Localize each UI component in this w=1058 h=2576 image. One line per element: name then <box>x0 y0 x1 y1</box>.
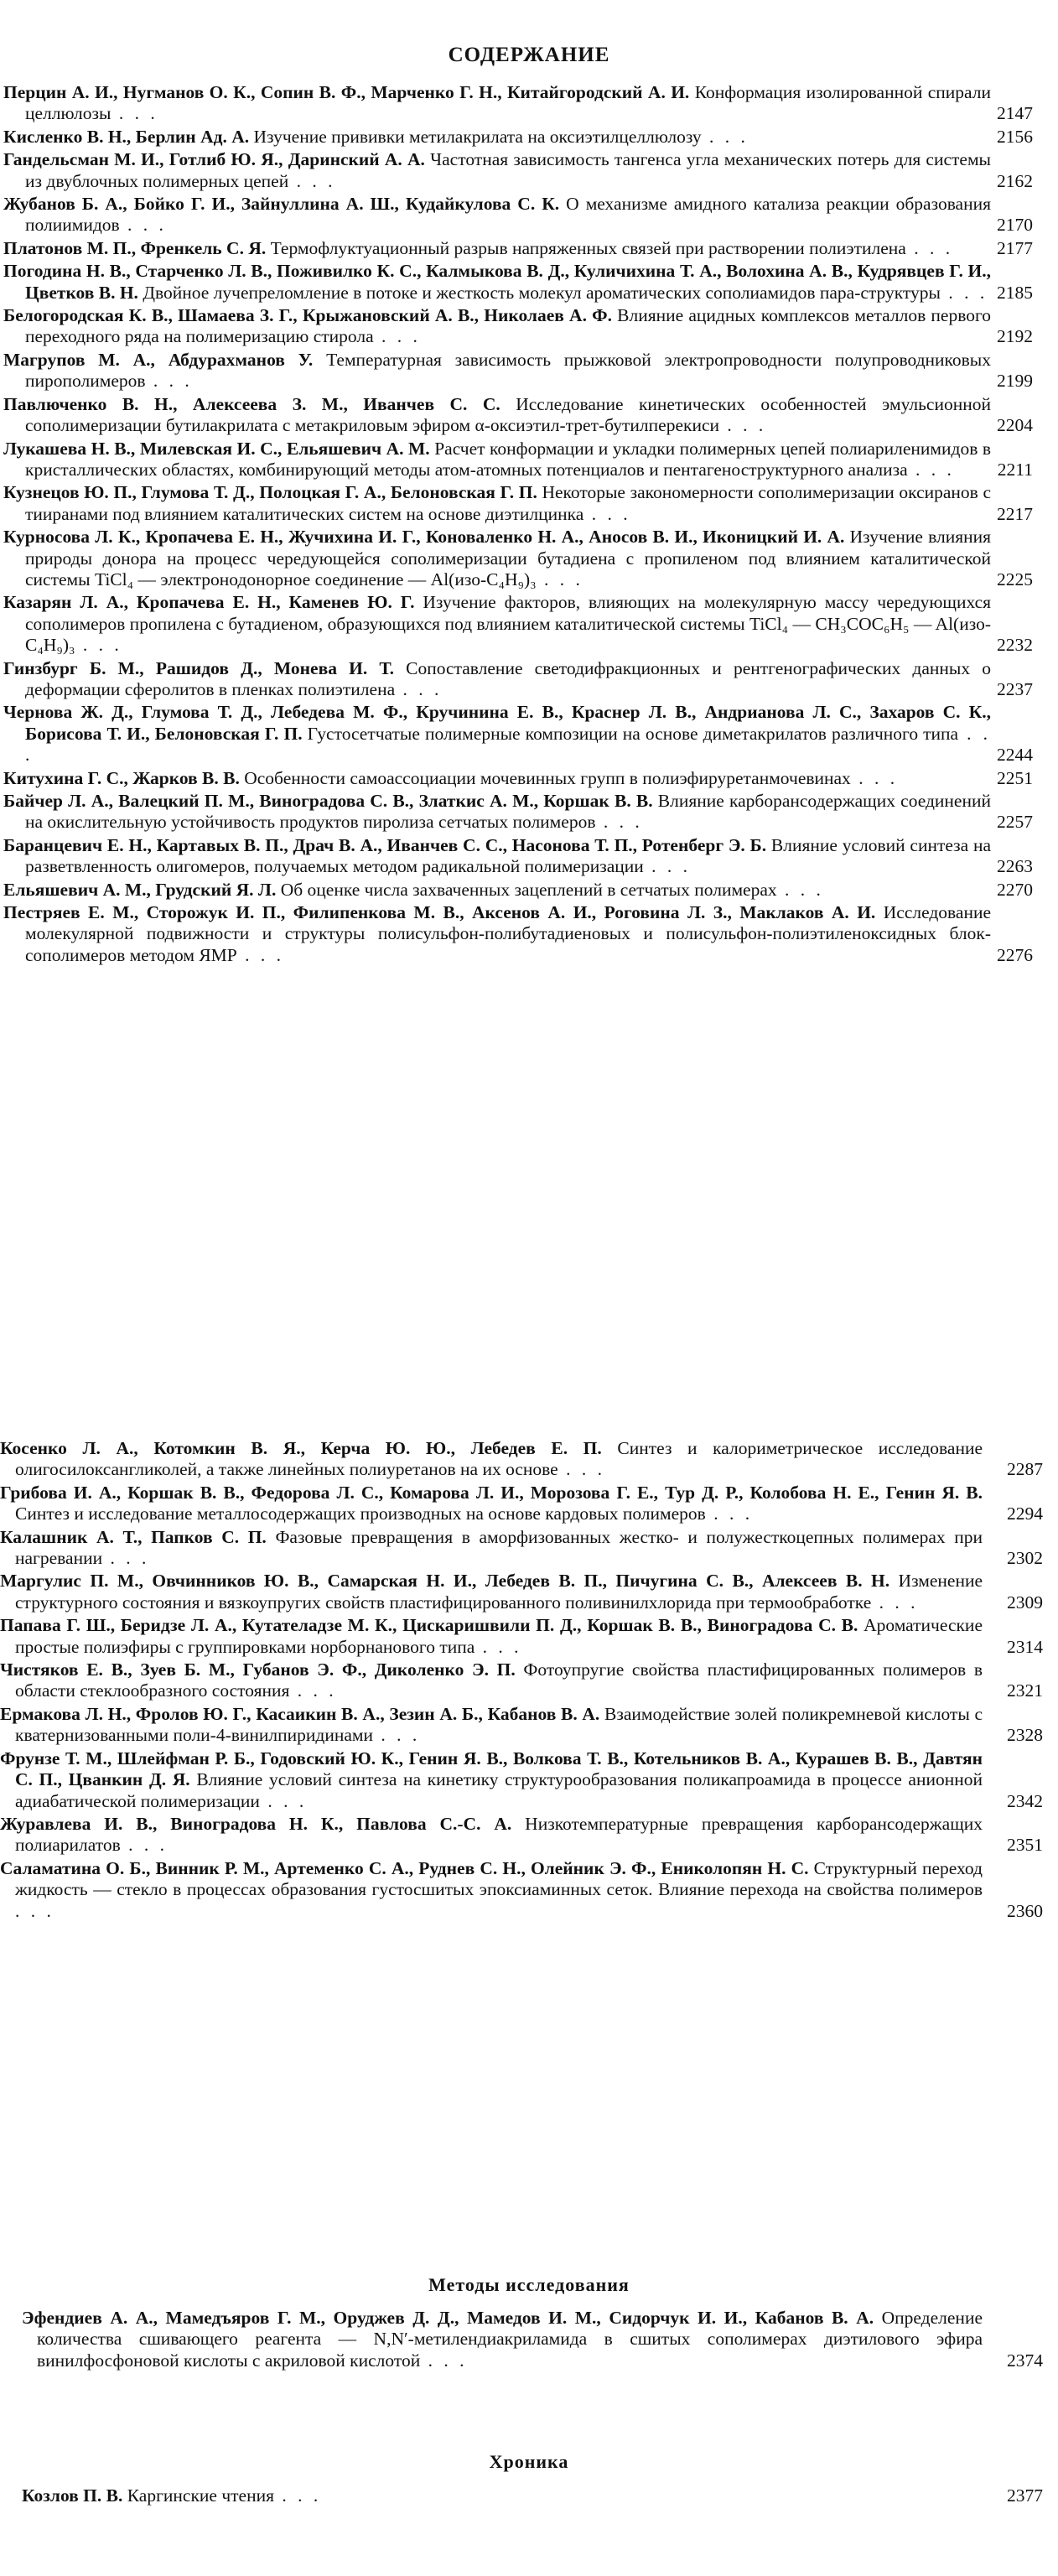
leader-dots: . . . <box>583 503 631 524</box>
toc-entry-text <box>3 194 992 236</box>
leader-dots: . . . <box>420 2350 468 2371</box>
toc-entry <box>0 1704 1058 1747</box>
toc-entry <box>0 1571 1058 1613</box>
leader-dots: . . . <box>907 459 955 480</box>
toc-entry-page: 2302 <box>1007 1548 1043 1569</box>
toc-entry-authors: Ельяшевич А. М., Грудский Я. Л. <box>3 879 277 900</box>
toc-entry-page: 2351 <box>1007 1835 1043 1856</box>
toc-entry-page: 2162 <box>997 170 1033 191</box>
toc-entry-authors: Перцин А. И., Нугманов О. К., Сопин В. Ф., Марченко Г. Н., Китайгородский А. И. <box>3 82 690 102</box>
toc-entry-text <box>22 2308 983 2371</box>
leader-dots: . . . <box>119 215 167 236</box>
toc-entry-text <box>3 879 991 901</box>
toc-entry-authors: Саламатина О. Б., Винник Р. М., Артеменко С. А., Руднев С. Н., Олейник Э. Ф., Ениколопян Н. С. <box>0 1857 809 1878</box>
toc-entry-authors: Чистяков Е. В., Зуев Б. М., Губанов Э. Ф., Диколенко Э. П. <box>0 1659 516 1680</box>
toc-entry-page: 2328 <box>1007 1725 1043 1746</box>
toc-entry-authors: Лукашева Н. В., Милевская И. С., Ельяшевич А. М. <box>3 438 430 459</box>
leader-dots: . . . <box>15 1900 54 1921</box>
leader-dots: . . . <box>259 1790 308 1811</box>
toc-entry-title: Каргинские чтения <box>127 2485 274 2506</box>
toc-entry-title: Исследование кинетических особенностей эмульсионной сополимеризации бутилакрилата с метакриловым эфиром α-оксиэтил-трет-бутилперекиси <box>25 393 991 436</box>
leader-dots: . . . <box>719 415 767 436</box>
toc-entry-title: Структурный переход жидкость — стекло в процессах образования густосшитых эпоксиаминных сеток. Влияние перехода на свойства полимеров <box>15 1857 983 1900</box>
toc-entry-page: 2294 <box>1007 1504 1043 1524</box>
toc-section-1 <box>0 82 1058 968</box>
leader-dots: . . . <box>643 856 692 877</box>
leader-dots: . . . <box>776 879 824 900</box>
toc-entry-text <box>0 1703 983 1747</box>
toc-entry-text <box>3 349 992 392</box>
toc-entry-page: 2270 <box>997 879 1033 900</box>
toc-entry-title: Некоторые закономерности сополимеризации оксиранов с тииранами под влиянием каталитических систем на основе диэтилцинка <box>25 482 991 524</box>
toc-entry-text <box>3 482 991 525</box>
toc-section-4 <box>0 2485 1058 2508</box>
toc-entry-authors: Баранцевич Е. Н., Картавых В. П., Драч В. А., Иванчев С. С., Насонова Т. П., Ротенберг Э. Б. <box>3 834 767 855</box>
toc-entry-title: Температурная зависимость прыжковой электропроводности полупроводниковых пирополимеров <box>25 349 992 392</box>
toc-section-3 <box>0 2308 1058 2373</box>
toc-entry-page: 2199 <box>997 371 1033 392</box>
toc-entry-text <box>0 1438 983 1481</box>
toc-entry-page: 2342 <box>1007 1790 1043 1811</box>
toc-entry-page: 2147 <box>997 103 1033 124</box>
toc-entry-page: 2225 <box>997 569 1033 589</box>
toc-entry-authors: Калашник А. Т., Папков С. П. <box>0 1526 267 1547</box>
toc-entry-text <box>3 305 992 348</box>
toc-entry-page: 2156 <box>997 126 1033 147</box>
toc-entry-page: 2257 <box>997 812 1033 833</box>
page-title: СОДЕРЖАНИЕ <box>448 44 610 66</box>
toc-entry-page: 2211 <box>997 459 1033 480</box>
toc-entry-page: 2276 <box>997 944 1033 965</box>
toc-entry-title: Определение количества сшивающего реагента — N,N′-метилендиакриламида в сшитых сополимерах диэтилового эфира винилфосфоновой кислоты с акриловой кислотой <box>37 2308 983 2371</box>
toc-entry-text <box>3 149 992 192</box>
toc-entry-title: Частотная зависимость тангенса угла механических потерь для системы из двублочных полимерных цепей <box>25 149 992 191</box>
toc-entry-text <box>3 657 992 701</box>
toc-entry-authors: Кузнецов Ю. П., Глумова Т. Д., Полоцкая Г. А., Белоновская Г. П. <box>3 482 537 503</box>
toc-entry-authors: Погодина Н. В., Старченко Л. В., Поживилко К. С., Калмыкова В. Д., Куличихина Т. А., Волохина А. В., Кудрявцев Г. И., Цветков В. Н. <box>3 261 991 303</box>
toc-entry-title: Конформация изолированной спирали целлюлозы <box>25 82 991 124</box>
leader-dots: . . . <box>25 723 991 766</box>
toc-entry-text <box>0 1482 983 1525</box>
toc-entry-page: 2251 <box>997 767 1033 788</box>
leader-dots: . . . <box>701 126 749 147</box>
toc-entry-text <box>3 237 991 259</box>
toc-entry <box>0 1438 1058 1481</box>
toc-entry <box>0 880 1058 901</box>
toc-entry-authors: Журавлева И. В., Виноградова Н. К., Павлова С.-С. А. <box>0 1813 512 1834</box>
section-heading-methods: Методы исследования <box>428 2274 630 2295</box>
toc-entry-authors: Косенко Л. А., Котомкин В. Я., Керча Ю. Ю., Лебедев Е. П. <box>0 1438 602 1458</box>
toc-entry-title: Изменение структурного состояния и вязкоупругих свойств пластифицированного поливинилхлорида при термообработке <box>15 1571 983 1613</box>
leader-dots: . . . <box>595 812 643 833</box>
toc-entry-title: Густосетчатые полимерные композиции на основе диметакрилатов различного типа <box>307 723 959 744</box>
leader-dots: . . . <box>236 944 284 965</box>
toc-entry-title: Влияние карборансодержащих соединений на окислительную устойчивость продуктов пиролиза сетчатых полимеров <box>25 791 991 833</box>
leader-dots: . . . <box>111 103 158 124</box>
toc-entry <box>0 1527 1058 1570</box>
toc-entry <box>0 482 1058 525</box>
toc-entry-page: 2374 <box>1007 2350 1043 2371</box>
toc-entry-text <box>3 791 991 834</box>
toc-entry-text <box>0 1857 983 1922</box>
toc-entry-authors: Папава Г. Ш., Беридзе Л. А., Кутателадзе М. К., Цискаришвили П. Д., Коршак В. В., Виноградова С. В. <box>0 1615 858 1636</box>
toc-entry-authors: Козлов П. В. <box>22 2485 123 2506</box>
toc-entry <box>0 261 1058 304</box>
toc-entry-title: Влияние ацидных комплексов металлов первого переходного ряда на полимеризацию стирола <box>25 305 992 347</box>
toc-entry <box>0 1814 1058 1857</box>
toc-entry-page: 2170 <box>997 215 1033 236</box>
toc-entry-text <box>3 902 992 966</box>
toc-entry-authors: Казарян Л. А., Кропачева Е. Н., Каменев Ю. Г. <box>3 592 415 613</box>
toc-entry-page: 2217 <box>997 503 1033 524</box>
toc-entry-text <box>0 1526 983 1570</box>
toc-entry-authors: Белогородская К. В., Шамаева З. Г., Крыжановский А. В., Николаев А. Ф. <box>3 305 612 326</box>
toc-entry-text <box>3 126 991 148</box>
toc-entry <box>0 1858 1058 1922</box>
toc-entry-text <box>3 702 991 766</box>
toc-entry-title: Синтез и исследование металлосодержащих производных на основе кардовых полимеров <box>15 1504 706 1524</box>
toc-entry <box>0 1748 1058 1812</box>
toc-entry-text <box>0 1659 983 1702</box>
toc-entry-authors: Курносова Л. К., Кропачева Е. Н., Жучихина И. Г., Коноваленко Н. А., Аносов В. И., Иконицкий И. А. <box>3 527 845 548</box>
leader-dots: . . . <box>871 1592 919 1613</box>
toc-entry <box>0 702 1058 766</box>
toc-entry <box>0 2308 1058 2371</box>
toc-entry-page: 2237 <box>997 678 1033 699</box>
toc-entry-title: Изучение прививки метилакрилата на оксиэтилцеллюлозу <box>253 126 702 147</box>
toc-entry-title: Взаимодействие золей поликремневой кислоты с кватернизованными поли-4-винилпиридинами <box>15 1703 983 1746</box>
toc-entry <box>0 835 1058 878</box>
toc-entry-authors: Китухина Г. С., Жарков В. В. <box>3 767 240 788</box>
toc-entry-text <box>3 834 991 878</box>
leader-dots: . . . <box>373 326 421 347</box>
leader-dots: . . . <box>288 170 336 191</box>
toc-entry <box>0 527 1058 590</box>
toc-entry-text <box>3 82 991 125</box>
toc-entry <box>0 1483 1058 1525</box>
toc-entry-text <box>3 767 991 789</box>
leader-dots: . . . <box>850 767 899 788</box>
toc-entry <box>0 439 1058 481</box>
toc-entry-title: Термофлуктуационный разрыв напряженных связей при растворении полиэтилена <box>270 237 906 258</box>
toc-entry-title: Изучение влияния природы донора на процесс чередующейся сополимеризации бутадиена с пропиленом под влиянием каталитической системы TiCl₄ — электронодонорное соединение — Al(изо-C₄H₉)₃ <box>25 527 992 589</box>
toc-entry-authors: Эфендиев А. А., Мамедъяров Г. М., Оруджев Д. Д., Мамедов И. М., Сидорчук И. И., Кабанов В. А. <box>22 2308 874 2328</box>
leader-dots: . . . <box>145 371 193 392</box>
toc-entry-title: Исследование молекулярной подвижности и структуры полисульфон-полибутадиеновых и полисульфон-полиэтиленоксидных блок-сополимеров методом ЯМР <box>25 902 992 965</box>
toc-entry-text <box>3 527 992 590</box>
toc-entry-title: Влияние условий синтеза на разветвленность олигомеров, получаемых методом радикальной полимеризации <box>25 834 991 877</box>
toc-entry-authors: Жубанов Б. А., Бойко Г. И., Зайнуллина А. Ш., Кудайкулова С. К. <box>3 194 560 215</box>
toc-entry-page: 2204 <box>997 415 1033 436</box>
toc-entry <box>0 238 1058 259</box>
toc-entry <box>0 768 1058 789</box>
leader-dots: . . . <box>536 569 583 589</box>
toc-entry-page: 2192 <box>997 326 1033 347</box>
toc-entry-authors: Гинзбург Б. М., Рашидов Д., Монева И. Т. <box>3 657 394 678</box>
leader-dots: . . . <box>905 237 954 258</box>
toc-entry-page: 2321 <box>1007 1680 1043 1701</box>
leader-dots: . . . <box>75 635 122 656</box>
toc-entry-title: Изучение факторов, влияющих на молекулярную массу чередующихся сополимеров пропилена с бутадиеном, образующихся под влиянием каталитической системы TiCl₄ — CH₃COC₆H₅ — Al(изо-C₄H₉)₃ <box>25 592 992 656</box>
toc-entry-page: 2263 <box>997 856 1033 877</box>
toc-entry <box>0 350 1058 392</box>
toc-entry-authors: Кисленко В. Н., Берлин Ад. А. <box>3 126 250 147</box>
leader-dots: . . . <box>373 1725 421 1746</box>
leader-dots: . . . <box>475 1636 522 1657</box>
toc-entry-title: Двойное лучепреломление в потоке и жесткость молекул ароматических сополиамидов пара-структуры <box>143 282 941 303</box>
leader-dots: . . . <box>941 282 988 303</box>
leader-dots: . . . <box>120 1835 168 1856</box>
leader-dots: . . . <box>289 1680 337 1701</box>
toc-entry-title: Ароматические простые полиэфиры с группировками норборнанового типа <box>15 1615 983 1657</box>
toc-entry-text <box>0 1571 983 1613</box>
toc-entry <box>0 305 1058 348</box>
toc-entry <box>0 2485 1058 2506</box>
leader-dots: . . . <box>395 678 443 699</box>
toc-entry-text <box>22 2485 983 2506</box>
toc-entry-title: Синтез и калориметрическое исследование олигосилоксангликолей, а также линейных полиуретанов на их основе <box>15 1438 983 1480</box>
toc-entry-text <box>3 261 991 304</box>
toc-entry-title: Расчет конформации и укладки полимерных цепей полиариленимидов в кристаллических областях, комбинирующий методы атом-атомных потенциалов и пентагеноструктурного анализа <box>25 438 992 480</box>
toc-entry-authors: Гандельсман М. И., Готлиб Ю. Я., Даринский А. А. <box>3 149 425 170</box>
toc-entry-text <box>3 438 992 481</box>
toc-entry <box>0 658 1058 701</box>
toc-entry-page: 2232 <box>997 635 1033 656</box>
toc-entry-title: Влияние условий синтеза на кинетику структурообразования поликапроамида в процессе анионной адиабатической полимеризации <box>15 1769 983 1811</box>
toc-entry <box>0 394 1058 437</box>
toc-entry-title: О механизме амидного катализа реакции образования полиимидов <box>25 194 992 236</box>
toc-entry <box>0 592 1058 656</box>
toc-entry <box>0 82 1058 125</box>
toc-entry-text <box>0 1813 983 1857</box>
toc-entry-authors: Чернова Ж. Д., Глумова Т. Д., Лебедева М. Ф., Кручинина Е. В., Краснер Л. В., Андрианова Л. С., Захаров С. К., Борисова Т. И., Белоновская Г. П. <box>3 702 991 744</box>
toc-section-2 <box>0 1438 1058 1924</box>
toc-entry-authors: Фрунзе Т. М., Шлейфман Р. Б., Годовский Ю. К., Генин Я. В., Волкова Т. В., Котельников В. А., Курашев В. В., Давтян С. П., Цванкин Д. Я. <box>0 1748 983 1790</box>
toc-entry-title: Фотоупругие свойства пластифицированных полимеров в области стеклообразного состояния <box>15 1659 983 1701</box>
toc-entry-title: Особенности самоассоциации мочевинных групп в полиэфируретанмочевинах <box>244 767 851 788</box>
leader-dots: . . . <box>102 1548 150 1569</box>
toc-entry <box>0 1615 1058 1658</box>
toc-entry-page: 2287 <box>1007 1459 1043 1480</box>
leader-dots: . . . <box>558 1459 605 1480</box>
toc-entry-authors: Байчер Л. А., Валецкий П. М., Виноградова С. В., Златкис А. М., Коршак В. В. <box>3 791 653 811</box>
section-heading-chronicle: Хроника <box>489 2451 569 2472</box>
toc-entry <box>0 791 1058 834</box>
toc-entry-authors: Ермакова Л. Н., Фролов Ю. Г., Касаикин В. А., Зезин А. Б., Кабанов В. А. <box>0 1703 600 1724</box>
toc-entry <box>0 194 1058 236</box>
toc-entry-title: Сопоставление светодифракционных и рентгенографических данных о деформации сферолитов в пленках полиэтилена <box>25 657 992 699</box>
toc-entry-text <box>0 1615 983 1658</box>
toc-entry-authors: Павлюченко В. Н., Алексеева З. М., Иванчев С. С. <box>3 393 500 414</box>
toc-entry-authors: Платонов М. П., Френкель С. Я. <box>3 237 267 258</box>
leader-dots: . . . <box>274 2485 322 2506</box>
toc-entry-page: 2177 <box>997 237 1033 258</box>
toc-entry-title: Низкотемпературные превращения карборансодержащих полиарилатов <box>15 1813 983 1856</box>
toc-entry <box>0 149 1058 192</box>
toc-entry-authors: Пестряев Е. М., Сторожук И. П., Филипенкова М. В., Аксенов А. И., Роговина Л. З., Маклаков А. И. <box>3 902 876 923</box>
toc-entry <box>0 127 1058 148</box>
toc-entry-page: 2360 <box>1007 1900 1043 1921</box>
toc-entry-page: 2244 <box>997 745 1033 766</box>
toc-entry-title: Об оценке числа захваченных зацеплений в сетчатых полимерах <box>280 879 777 900</box>
toc-entry <box>0 902 1058 966</box>
leader-dots: . . . <box>705 1504 754 1524</box>
toc-entry-authors: Магрупов М. А., Абдурахманов У. <box>3 349 314 370</box>
toc-entry-authors: Грибова И. А., Коршак В. В., Федорова Л. С., Комарова Л. И., Морозова Г. Е., Тур Д. Р., Колобова Н. Е., Генин Я. В. <box>0 1482 983 1503</box>
toc-entry-text <box>3 592 992 656</box>
toc-entry-page: 2377 <box>1007 2485 1043 2506</box>
toc-entry-title: Фазовые превращения в аморфизованных жестко- и полужесткоцепных полимерах при нагревании <box>15 1526 983 1569</box>
toc-entry-text <box>0 1748 983 1812</box>
toc-entry <box>0 1659 1058 1702</box>
toc-entry-authors: Маргулис П. М., Овчинников Ю. В., Самарская Н. И., Лебедев В. П., Пичугина С. В., Алексеев В. Н. <box>0 1571 890 1592</box>
toc-entry-text <box>3 393 991 437</box>
toc-entry-page: 2309 <box>1007 1592 1043 1613</box>
toc-entry-page: 2185 <box>997 282 1033 303</box>
toc-entry-page: 2314 <box>1007 1636 1043 1657</box>
